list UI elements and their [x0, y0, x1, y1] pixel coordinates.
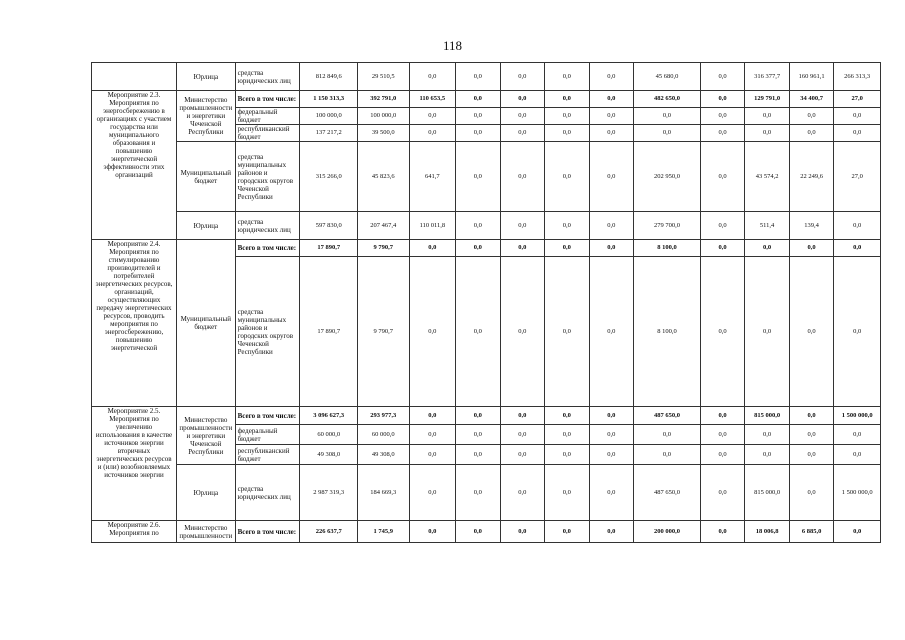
amount-cell: 0,0 [834, 425, 881, 445]
amount-cell: 0,0 [545, 425, 590, 445]
amount-cell: 0,0 [700, 91, 745, 108]
amount-cell: 18 006,8 [745, 521, 790, 543]
amount-cell: 1 150 313,3 [300, 91, 358, 108]
table-row [92, 63, 881, 91]
amount-cell: 0,0 [634, 445, 701, 465]
amount-cell: 0,0 [545, 257, 590, 407]
activity-name-cell: Мероприятие 2.6. Мероприятия по [92, 521, 177, 543]
amount-cell: 0,0 [834, 521, 881, 543]
amount-cell: 0,0 [745, 108, 790, 125]
table-row [92, 142, 881, 212]
executor-cell: Юрлица [176, 212, 235, 240]
amount-cell: 0,0 [500, 445, 545, 465]
amount-cell: 60 000,0 [358, 425, 410, 445]
amount-cell: 0,0 [456, 125, 501, 142]
executor-cell: Министерство промышленности и энергетики Чеченской Республики [176, 91, 235, 142]
amount-cell: 487 650,0 [634, 465, 701, 521]
amount-cell: 0,0 [409, 257, 456, 407]
amount-cell: 0,0 [500, 91, 545, 108]
amount-cell: 0,0 [745, 240, 790, 257]
amount-cell: 110 653,5 [409, 91, 456, 108]
amount-cell: 0,0 [456, 91, 501, 108]
amount-cell: 45 823,6 [358, 142, 410, 212]
amount-cell: 110 011,8 [409, 212, 456, 240]
amount-cell: 6 885,0 [789, 521, 834, 543]
amount-cell: 3 096 627,3 [300, 407, 358, 425]
amount-cell: 0,0 [834, 445, 881, 465]
amount-cell: 0,0 [409, 240, 456, 257]
amount-cell: 0,0 [589, 91, 634, 108]
amount-cell: 0,0 [589, 125, 634, 142]
amount-cell: 0,0 [700, 257, 745, 407]
amount-cell: 0,0 [456, 445, 501, 465]
amount-cell: 0,0 [700, 125, 745, 142]
funding-source-cell: средства юридических лиц [235, 212, 300, 240]
amount-cell: 0,0 [545, 142, 590, 212]
amount-cell: 0,0 [456, 108, 501, 125]
amount-cell: 0,0 [545, 407, 590, 425]
amount-cell: 0,0 [500, 240, 545, 257]
amount-cell: 9 790,7 [358, 257, 410, 407]
amount-cell: 316 377,7 [745, 63, 790, 91]
amount-cell: 0,0 [700, 465, 745, 521]
activity-name-cell: Мероприятие 2.5. Мероприятия по увеличению использования в качестве источников энергии вторичных энергетических ресурсов и (или) возобновляемых источников энергии [92, 407, 177, 521]
amount-cell: 0,0 [456, 407, 501, 425]
amount-cell: 0,0 [500, 125, 545, 142]
amount-cell: 27,0 [834, 142, 881, 212]
amount-cell: 0,0 [500, 425, 545, 445]
amount-cell: 226 637,7 [300, 521, 358, 543]
amount-cell: 0,0 [500, 465, 545, 521]
amount-cell: 0,0 [545, 108, 590, 125]
amount-cell: 129 791,0 [745, 91, 790, 108]
amount-cell: 0,0 [409, 407, 456, 425]
amount-cell: 266 313,3 [834, 63, 881, 91]
funding-source-cell: республиканский бюджет [235, 125, 300, 142]
amount-cell: 0,0 [834, 212, 881, 240]
amount-cell: 0,0 [789, 257, 834, 407]
amount-cell: 315 266,0 [300, 142, 358, 212]
amount-cell: 0,0 [545, 63, 590, 91]
amount-cell: 392 791,0 [358, 91, 410, 108]
executor-cell: Юрлица [176, 63, 235, 91]
funding-source-cell: средства юридических лиц [235, 465, 300, 521]
amount-cell: 279 700,0 [634, 212, 701, 240]
amount-cell: 0,0 [456, 425, 501, 445]
amount-cell: 0,0 [589, 142, 634, 212]
amount-cell: 2 987 319,3 [300, 465, 358, 521]
amount-cell: 9 790,7 [358, 240, 410, 257]
amount-cell: 0,0 [700, 108, 745, 125]
amount-cell: 22 249,6 [789, 142, 834, 212]
amount-cell: 184 669,3 [358, 465, 410, 521]
amount-cell: 0,0 [545, 465, 590, 521]
amount-cell: 0,0 [409, 108, 456, 125]
table-row [92, 521, 881, 543]
amount-cell: 0,0 [745, 445, 790, 465]
amount-cell: 0,0 [700, 212, 745, 240]
amount-cell: 0,0 [500, 108, 545, 125]
amount-cell: 0,0 [500, 407, 545, 425]
amount-cell: 0,0 [745, 125, 790, 142]
amount-cell: 0,0 [789, 108, 834, 125]
amount-cell: 43 574,2 [745, 142, 790, 212]
table-row [92, 407, 881, 425]
executor-cell: Юрлица [176, 465, 235, 521]
funding-source-cell: федеральный бюджет [235, 108, 300, 125]
amount-cell: 641,7 [409, 142, 456, 212]
amount-cell: 1 500 000,0 [834, 407, 881, 425]
amount-cell: 0,0 [589, 63, 634, 91]
amount-cell: 0,0 [834, 108, 881, 125]
amount-cell: 0,0 [589, 521, 634, 543]
table-row [92, 240, 881, 257]
amount-cell: 0,0 [409, 521, 456, 543]
amount-cell: 0,0 [456, 240, 501, 257]
funding-source-cell: республиканский бюджет [235, 445, 300, 465]
funding-source-cell: средства юридических лиц [235, 63, 300, 91]
amount-cell: 0,0 [789, 125, 834, 142]
amount-cell: 100 000,0 [358, 108, 410, 125]
amount-cell: 0,0 [589, 465, 634, 521]
amount-cell: 0,0 [500, 521, 545, 543]
table-row [92, 212, 881, 240]
amount-cell: 139,4 [789, 212, 834, 240]
amount-cell: 34 400,7 [789, 91, 834, 108]
amount-cell: 0,0 [589, 407, 634, 425]
amount-cell: 60 000,0 [300, 425, 358, 445]
amount-cell: 49 308,0 [300, 445, 358, 465]
amount-cell: 49 308,0 [358, 445, 410, 465]
amount-cell: 0,0 [456, 63, 501, 91]
funding-source-cell: Всего в том числе: [235, 407, 300, 425]
table-row [92, 91, 881, 108]
amount-cell: 812 849,6 [300, 63, 358, 91]
amount-cell: 0,0 [409, 125, 456, 142]
amount-cell: 1 745,9 [358, 521, 410, 543]
amount-cell: 815 000,0 [745, 465, 790, 521]
amount-cell: 160 961,1 [789, 63, 834, 91]
funding-source-cell: Всего в том числе: [235, 521, 300, 543]
amount-cell: 8 100,0 [634, 257, 701, 407]
amount-cell: 1 500 000,0 [834, 465, 881, 521]
amount-cell: 0,0 [700, 142, 745, 212]
amount-cell: 0,0 [589, 425, 634, 445]
amount-cell: 0,0 [456, 142, 501, 212]
amount-cell: 511,4 [745, 212, 790, 240]
amount-cell: 207 467,4 [358, 212, 410, 240]
activity-name-cell: Мероприятие 2.4. Мероприятия по стимулированию производителей и потребителей энергетических ресурсов, организаций, осуществляющих передачу энергетических ресурсов, проводить мероприятия по энергосбережению, повышению энергетической [92, 240, 177, 407]
amount-cell: 293 977,3 [358, 407, 410, 425]
amount-cell: 0,0 [700, 425, 745, 445]
amount-cell: 0,0 [789, 465, 834, 521]
amount-cell: 0,0 [456, 465, 501, 521]
amount-cell: 815 000,0 [745, 407, 790, 425]
amount-cell: 0,0 [545, 91, 590, 108]
amount-cell: 0,0 [589, 212, 634, 240]
amount-cell: 0,0 [834, 240, 881, 257]
amount-cell: 0,0 [409, 445, 456, 465]
amount-cell: 39 500,0 [358, 125, 410, 142]
amount-cell: 0,0 [500, 212, 545, 240]
amount-cell: 0,0 [409, 425, 456, 445]
executor-cell: Министерство промышленности и энергетики Чеченской Республики [176, 407, 235, 465]
amount-cell: 0,0 [545, 240, 590, 257]
amount-cell: 0,0 [634, 425, 701, 445]
amount-cell: 0,0 [500, 142, 545, 212]
amount-cell: 0,0 [545, 212, 590, 240]
amount-cell: 29 510,5 [358, 63, 410, 91]
amount-cell: 0,0 [500, 257, 545, 407]
amount-cell: 0,0 [745, 425, 790, 445]
amount-cell: 0,0 [456, 212, 501, 240]
funding-source-cell: средства муниципальных районов и городских округов Чеченской Республики [235, 257, 300, 407]
funding-source-cell: федеральный бюджет [235, 425, 300, 445]
amount-cell: 0,0 [700, 240, 745, 257]
amount-cell: 0,0 [634, 125, 701, 142]
amount-cell: 100 000,0 [300, 108, 358, 125]
executor-cell: Муниципальный бюджет [176, 240, 235, 407]
amount-cell: 202 950,0 [634, 142, 701, 212]
amount-cell: 0,0 [589, 445, 634, 465]
amount-cell: 0,0 [589, 108, 634, 125]
amount-cell: 0,0 [634, 108, 701, 125]
funding-source-cell: средства муниципальных районов и городских округов Чеченской Республики [235, 142, 300, 212]
amount-cell: 0,0 [456, 521, 501, 543]
amount-cell: 0,0 [456, 257, 501, 407]
table-row [92, 465, 881, 521]
budget-table [91, 62, 881, 543]
amount-cell: 0,0 [700, 521, 745, 543]
amount-cell: 0,0 [409, 63, 456, 91]
amount-cell: 0,0 [745, 257, 790, 407]
amount-cell: 0,0 [789, 407, 834, 425]
amount-cell: 0,0 [700, 445, 745, 465]
funding-source-cell: Всего в том числе: [235, 240, 300, 257]
executor-cell: Министерство промышленности [176, 521, 235, 543]
executor-cell: Муниципальный бюджет [176, 142, 235, 212]
amount-cell: 0,0 [589, 240, 634, 257]
amount-cell: 0,0 [700, 407, 745, 425]
amount-cell: 0,0 [545, 521, 590, 543]
amount-cell: 0,0 [789, 425, 834, 445]
amount-cell: 0,0 [789, 445, 834, 465]
amount-cell: 0,0 [589, 257, 634, 407]
amount-cell: 0,0 [789, 240, 834, 257]
page-number: 118 [442, 38, 463, 53]
amount-cell: 0,0 [545, 445, 590, 465]
amount-cell: 597 830,0 [300, 212, 358, 240]
amount-cell: 0,0 [700, 63, 745, 91]
activity-name-cell [92, 63, 177, 91]
amount-cell: 8 100,0 [634, 240, 701, 257]
amount-cell: 17 890,7 [300, 257, 358, 407]
amount-cell: 45 680,0 [634, 63, 701, 91]
amount-cell: 200 000,0 [634, 521, 701, 543]
amount-cell: 0,0 [834, 125, 881, 142]
amount-cell: 482 650,0 [634, 91, 701, 108]
amount-cell: 0,0 [500, 63, 545, 91]
funding-source-cell: Всего в том числе: [235, 91, 300, 108]
amount-cell: 17 890,7 [300, 240, 358, 257]
activity-name-cell: Мероприятие 2.3. Мероприятия по энергосбережению в организациях с участием государства или муниципального образования и повышению энергетической эффективности этих организаций [92, 91, 177, 240]
amount-cell: 137 217,2 [300, 125, 358, 142]
amount-cell: 0,0 [545, 125, 590, 142]
amount-cell: 0,0 [834, 257, 881, 407]
amount-cell: 487 650,0 [634, 407, 701, 425]
amount-cell: 27,0 [834, 91, 881, 108]
amount-cell: 0,0 [409, 465, 456, 521]
